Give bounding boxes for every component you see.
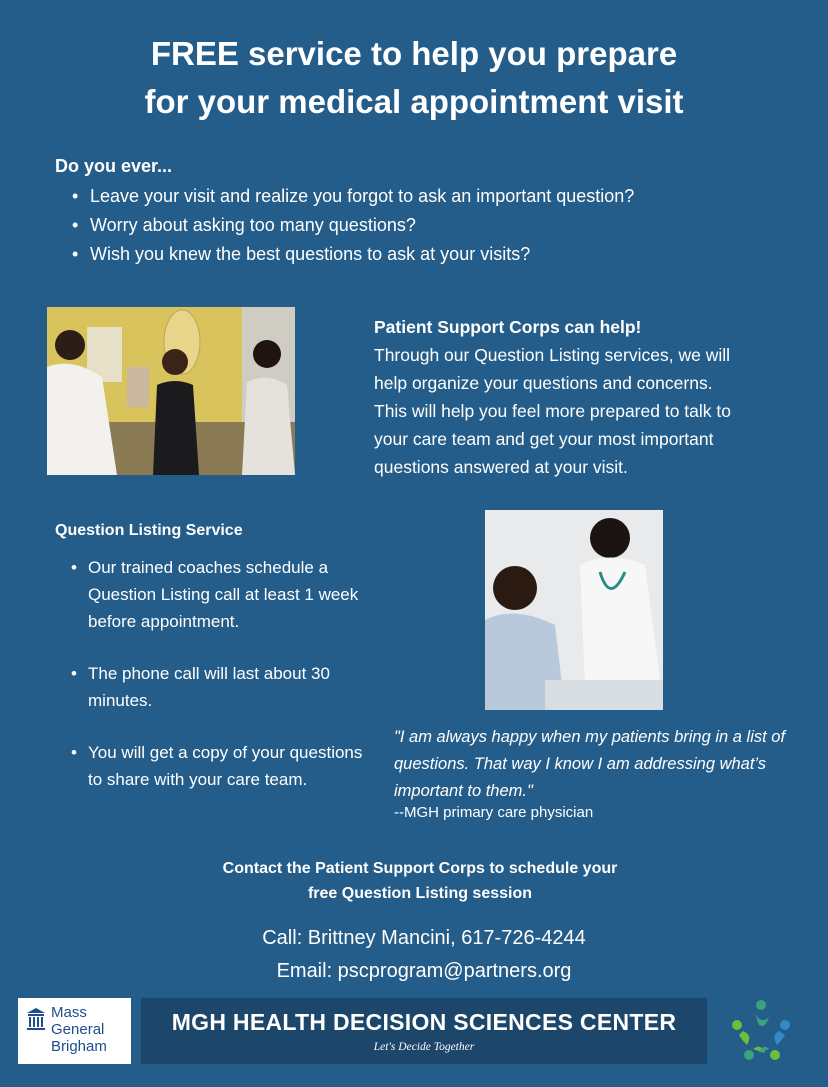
people-circle-logo-icon <box>725 995 797 1067</box>
psc-description <box>374 313 794 481</box>
pillar-icon <box>26 1007 46 1031</box>
quote-attribution: --MGH primary care physician <box>394 804 594 821</box>
title-line-1: FREE service to help you prepare <box>150 35 678 72</box>
list-item: • Wish you knew the best questions to ask at your visits? <box>70 240 634 269</box>
intro-heading: Do you ever... <box>55 156 173 176</box>
service-heading: Question Listing Service <box>55 522 243 539</box>
contact-note-line-1: Contact the Patient Support Corps to schedule your <box>222 860 618 877</box>
logo-word: General <box>51 1021 105 1038</box>
banner-tagline: Let's Decide Together <box>373 1041 475 1053</box>
page-title <box>0 30 828 126</box>
physician-quote: "I am always happy when my patients bring in a list of questions. That way I know I am addressing what’s important to them." <box>394 728 786 800</box>
psc-line: questions answered at your visit. <box>374 457 628 477</box>
mass-general-brigham-logo <box>18 998 131 1064</box>
list-item: • The phone call will last about 30 minutes. <box>70 660 370 714</box>
banner-title: MGH HEALTH DECISION SCIENCES CENTER <box>171 1009 677 1035</box>
list-item: • Leave your visit and realize you forgot to ask an important question? <box>70 182 634 211</box>
photo-patient-group <box>47 307 295 475</box>
psc-line: This will help you feel more prepared to talk to <box>374 401 731 421</box>
intro-list <box>70 182 634 269</box>
list-item: • Our trained coaches schedule a Question Listing call at least 1 week before appointment. <box>70 554 370 635</box>
list-item: • Worry about asking too many questions? <box>70 211 634 240</box>
photo-doctor-patient <box>485 510 663 710</box>
service-list <box>70 554 370 818</box>
logo-word: Brigham <box>51 1038 107 1055</box>
contact-note-line-2: free Question Listing session <box>307 885 533 902</box>
psc-heading: Patient Support Corps can help! <box>374 317 642 337</box>
psc-line: your care team and get your most important <box>374 429 714 449</box>
title-line-2: for your medical appointment visit <box>144 83 684 120</box>
contact-email[interactable]: Email: pscprogram@partners.org <box>276 960 572 982</box>
psc-line: help organize your questions and concerns. <box>374 373 713 393</box>
psc-line: Through our Question Listing services, we will <box>374 345 730 365</box>
contact-note <box>0 856 828 906</box>
contact-phone[interactable]: Call: Brittney Mancini, 617-726-4244 <box>262 927 586 949</box>
logo-text <box>51 1004 107 1055</box>
list-item: • You will get a copy of your questions to share with your care team. <box>70 739 370 793</box>
logo-word: Mass <box>51 1004 87 1021</box>
footer-banner <box>141 998 707 1064</box>
